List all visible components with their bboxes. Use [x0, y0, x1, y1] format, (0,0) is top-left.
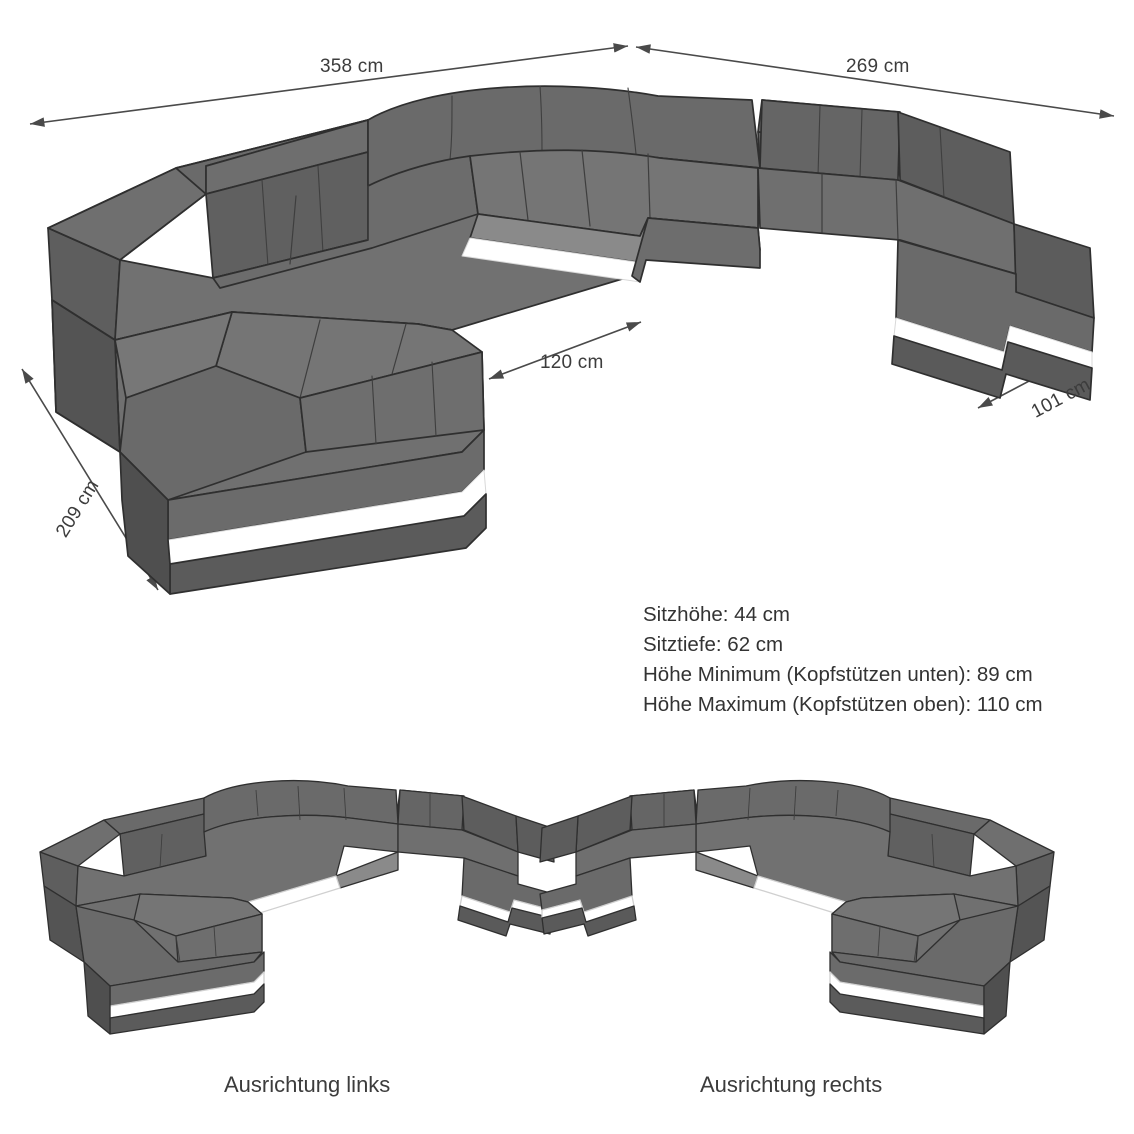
- spec-seat-height: Sitzhöhe: 44 cm: [643, 603, 790, 626]
- specifications-block: [643, 600, 1043, 720]
- variant-caption-left: Ausrichtung links: [224, 1072, 391, 1097]
- dimension-label-120: 120 cm: [540, 352, 604, 373]
- variant-right-illustration: [540, 781, 1054, 1034]
- dimension-label-101: 101 cm: [1028, 374, 1094, 423]
- spec-height-maximum: Höhe Maximum (Kopfstützen oben): 110 cm: [643, 693, 1043, 716]
- variant-caption-right: Ausrichtung rechts: [700, 1072, 883, 1097]
- dimension-label-269: 269 cm: [846, 56, 910, 77]
- spec-seat-depth: Sitztiefe: 62 cm: [643, 633, 784, 656]
- sofa-main-illustration: [48, 86, 1094, 594]
- dimension-label-209: 209 cm: [52, 476, 104, 542]
- variant-left-illustration: [40, 781, 554, 1034]
- dimension-label-358: 358 cm: [320, 56, 384, 77]
- spec-height-minimum: Höhe Minimum (Kopfstützen unten): 89 cm: [643, 663, 1033, 686]
